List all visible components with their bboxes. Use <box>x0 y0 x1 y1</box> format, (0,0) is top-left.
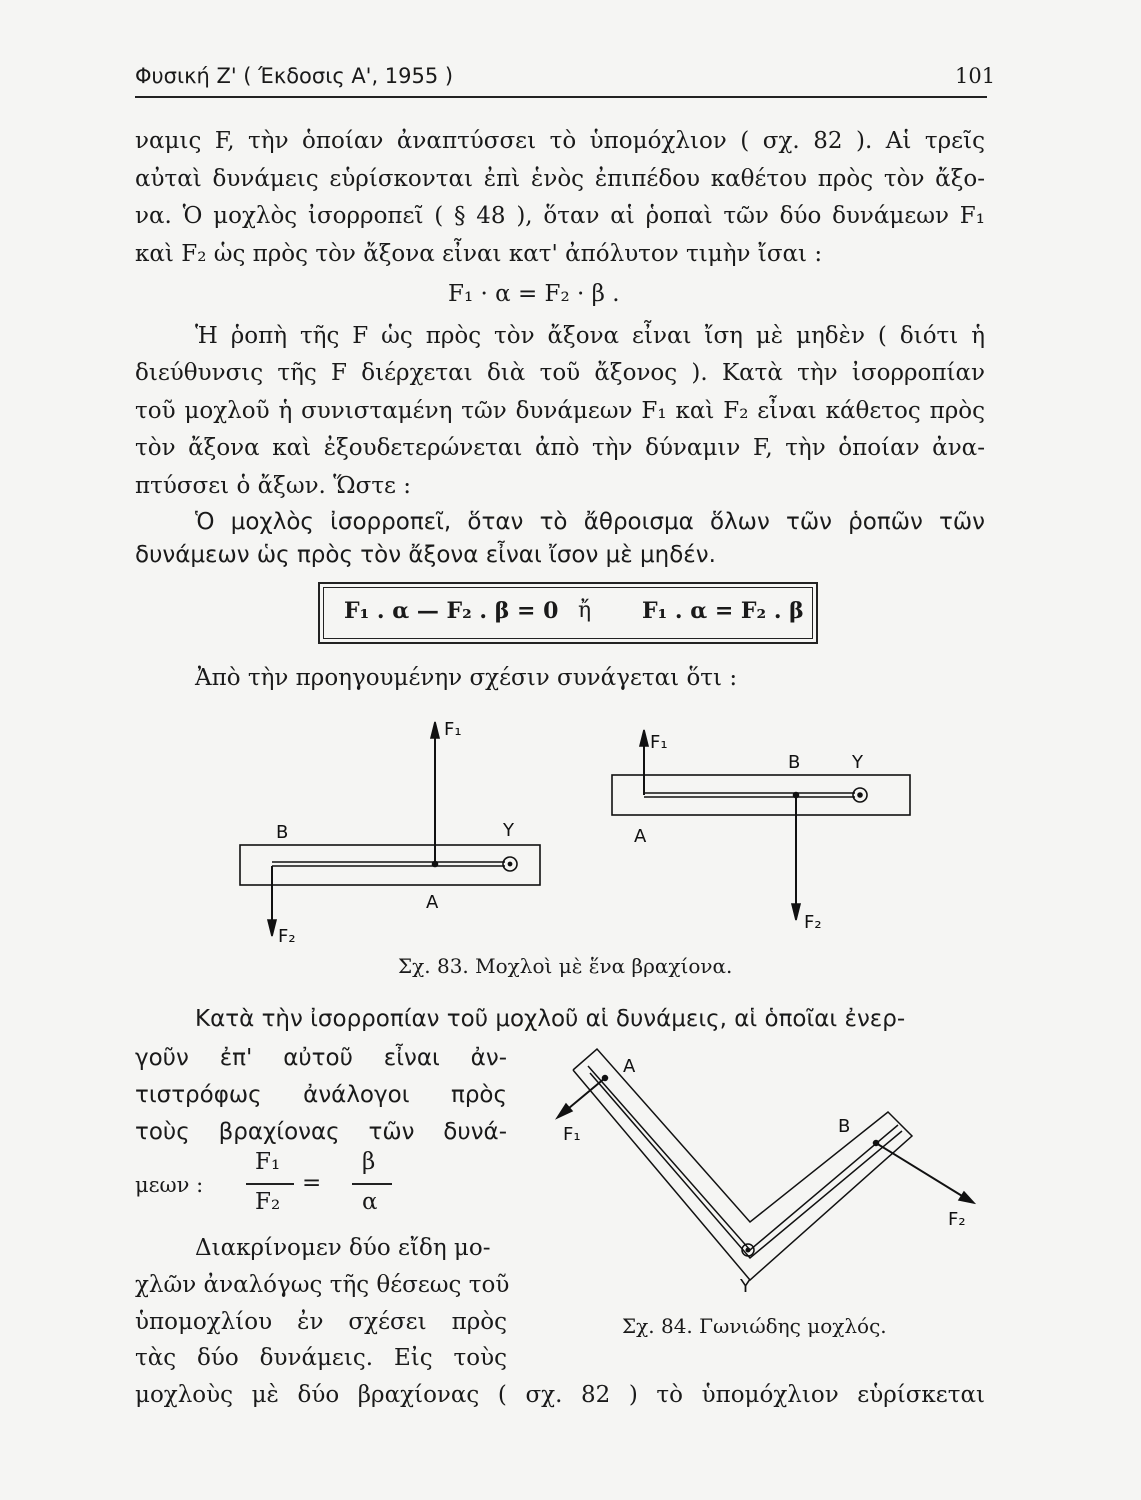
fraction-numerator: F₁ <box>255 1149 281 1175</box>
lever-right <box>612 730 910 920</box>
formula-left: F₁ . α — F₂ . β = 0 <box>344 598 559 624</box>
text-line: Διακρίνομεν δύο εἴδη μο- <box>195 1235 491 1261</box>
formula-prefix: μεων : <box>135 1173 204 1197</box>
label-b: B <box>276 822 289 843</box>
equals-sign: = <box>302 1170 322 1196</box>
equation: F₁ · α = F₂ · β . <box>448 281 620 307</box>
formula-or: ἤ <box>578 598 592 623</box>
text-line: πτύσσει ὁ ἄξων. Ὥστε : <box>135 473 412 499</box>
fraction-bar <box>352 1183 392 1185</box>
statement-line: δυνάμεων ὡς πρὸς τὸν ἄξονα εἶναι ἴσον μὲ μηδέν. <box>135 542 716 568</box>
label-f1: F₁ <box>563 1124 581 1145</box>
figure-84-caption: Σχ. 84. Γωνιώδης μοχλός. <box>622 1314 887 1338</box>
text-line: διεύθυνσις τῆς F διέρχεται διὰ τοῦ ἄξονος ). Κατὰ τὴν ἰσορροπίαν <box>135 360 985 386</box>
label-f2: F₂ <box>948 1209 966 1230</box>
label-y: Y <box>852 752 863 773</box>
page-number: 101 <box>955 64 996 88</box>
text-line: ὑπομοχλίου ἐν σχέσει πρὸς <box>135 1309 507 1335</box>
text-line: τιστρόφως ἀνάλογοι πρὸς <box>135 1082 507 1108</box>
label-b: B <box>838 1116 851 1137</box>
text-line: Κατὰ τὴν ἰσορροπίαν τοῦ μοχλοῦ αἱ δυνάμεις, αἱ ὁποῖαι ἐνερ- <box>195 1006 906 1032</box>
label-b: B <box>788 752 801 773</box>
fraction-denominator: α <box>362 1189 378 1215</box>
label-f2: F₂ <box>278 926 296 947</box>
text-line: γοῦν ἐπ' αὐτοῦ εἶναι ἀν- <box>135 1045 507 1071</box>
label-a: A <box>426 892 439 913</box>
fraction-denominator: F₂ <box>255 1189 281 1215</box>
text-line: Ἀπὸ τὴν προηγουμένην σχέσιν συνάγεται ὅτι : <box>195 665 738 691</box>
label-a: A <box>623 1056 636 1077</box>
label-a: A <box>634 826 647 847</box>
statement-line: Ὁ μοχλὸς ἰσορροπεῖ, ὅταν τὸ ἄθροισμα ὅλων τῶν ῥοπῶν τῶν <box>195 509 985 535</box>
formula-right: F₁ . α = F₂ . β <box>642 598 804 624</box>
running-header: Φυσική Ζ' ( Έκδοσις Α', 1955 ) <box>135 64 454 88</box>
text-line: καὶ F₂ ὡς πρὸς τὸν ἄξονα εἶναι κατ' ἀπόλυτον τιμὴν ἴσαι : <box>135 241 823 267</box>
label-f2: F₂ <box>804 912 822 933</box>
text-line: ναμις F, τὴν ὁποίαν ἀναπτύσσει τὸ ὑπομόχλιον ( σχ. 82 ). Αἱ τρεῖς <box>135 128 985 154</box>
label-f1: F₁ <box>650 732 668 753</box>
text-line: χλῶν ἀναλόγως τῆς θέσεως τοῦ <box>135 1272 510 1298</box>
label-y: Y <box>740 1276 751 1297</box>
text-line: Ἡ ῥοπὴ τῆς F ὡς πρὸς τὸν ἄξονα εἶναι ἴση μὲ μηδὲν ( διότι ἡ <box>195 323 985 349</box>
text-line: τοὺς βραχίονας τῶν δυνά- <box>135 1119 507 1145</box>
text-line: τοῦ μοχλοῦ ἡ συνισταμένη τῶν δυνάμεων F₁ καὶ F₂ εἶναι κάθετος πρὸς <box>135 398 985 424</box>
fraction-bar <box>246 1183 294 1185</box>
figure-83-caption: Σχ. 83. Μοχλοὶ μὲ ἕνα βραχίονα. <box>398 954 733 978</box>
text-line: τὰς δύο δυνάμεις. Εἰς τοὺς <box>135 1345 507 1371</box>
label-f1: F₁ <box>444 719 462 740</box>
text-line: τὸν ἄξονα καὶ ἐξουδετερώνεται ἀπὸ τὴν δύναμιν F, τὴν ὁποίαν ἀνα- <box>135 435 985 461</box>
text-line: να. Ὁ μοχλὸς ἰσορροπεῖ ( § 48 ), ὅταν αἱ ῥοπαὶ τῶν δύο δυνάμεων F₁ <box>135 203 985 229</box>
text-line: αὐταὶ δυνάμεις εὑρίσκονται ἐπὶ ἑνὸς ἐπιπέδου καθέτου πρὸς τὸν ἄξο- <box>135 166 985 192</box>
fraction-numerator: β <box>362 1149 376 1175</box>
label-y: Y <box>503 820 514 841</box>
text-line: μοχλοὺς μὲ δύο βραχίονας ( σχ. 82 ) τὸ ὑπομόχλιον εὑρίσκεται <box>135 1382 985 1408</box>
